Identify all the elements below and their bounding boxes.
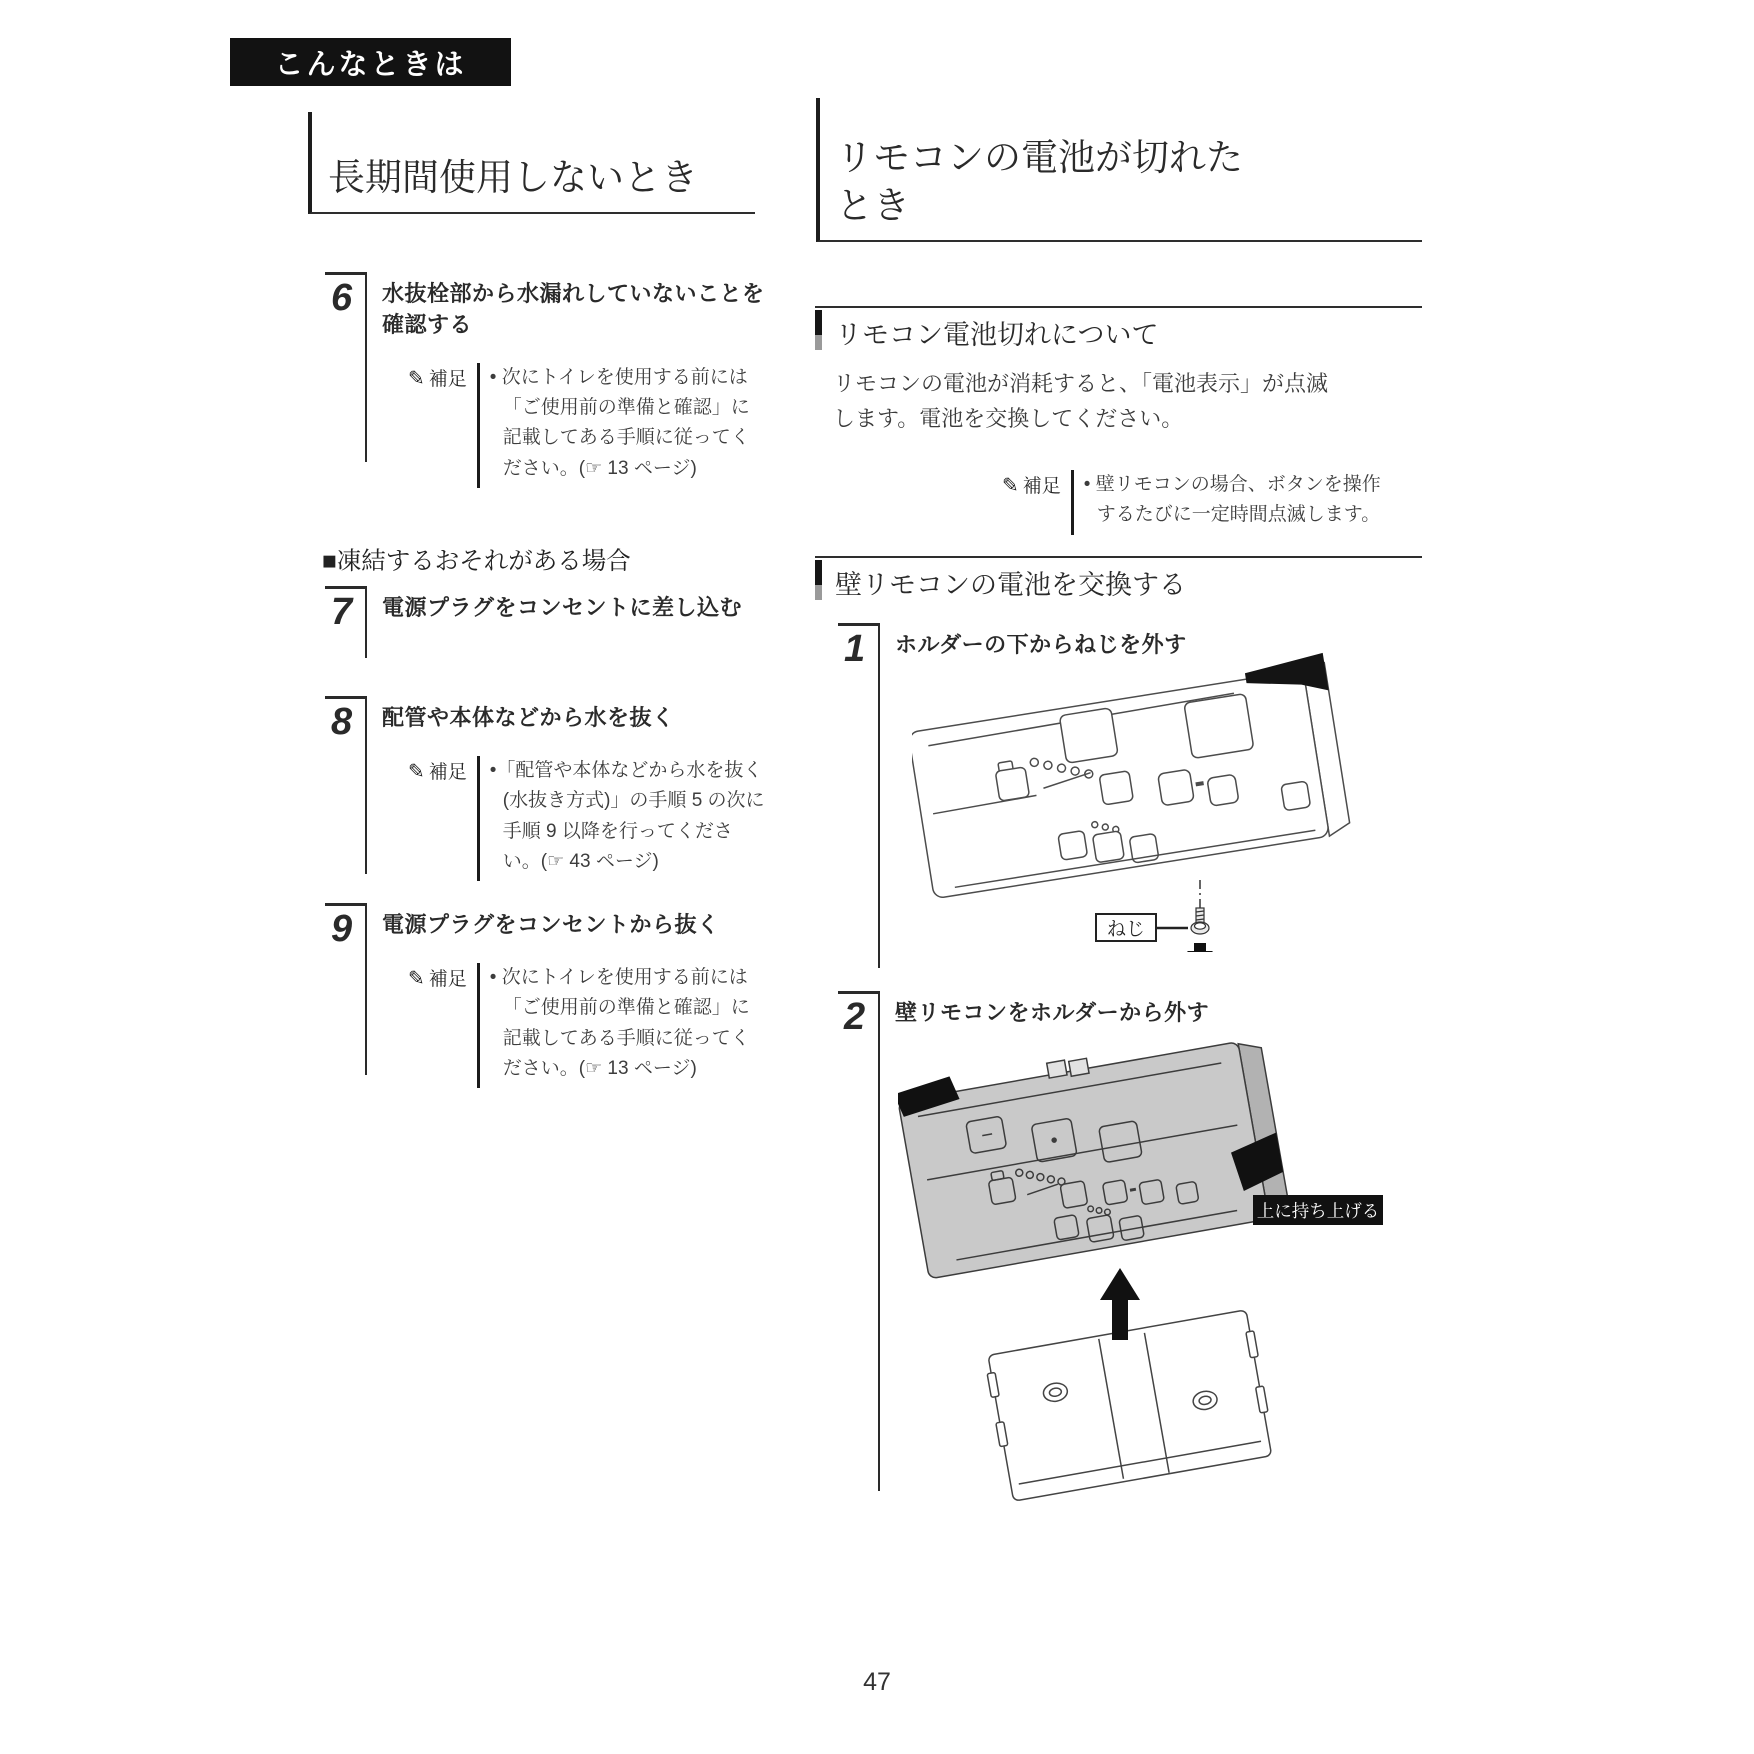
step-7-title: 電源プラグをコンセントに差し込む <box>382 595 743 620</box>
section-bar <box>815 310 822 350</box>
remote-button <box>1099 771 1133 805</box>
pencil-icon: ✎ <box>408 967 425 990</box>
step-9-number: 9 <box>325 903 367 1075</box>
right-title-text: リモコンの電池が切れた とき <box>836 136 1243 226</box>
section-bar <box>815 560 822 600</box>
section-title-text: 壁リモコンの電池を交換する <box>835 570 1186 600</box>
remote-button <box>1281 781 1311 811</box>
remote-button <box>1092 831 1124 863</box>
note-text: • 壁リモコンの場合、ボタンを操作するたびに一定時間点滅します。 <box>1083 474 1381 526</box>
page-section-badge <box>230 38 511 86</box>
replace-step-1-title: ホルダーの下からねじを外す <box>895 632 1187 657</box>
badge-label: こんなときは <box>274 48 467 81</box>
battery-section-body: リモコンの電池が消耗すると、「電池表示」が点滅 します。電池を交換してください。 <box>833 371 1329 432</box>
wall-remote <box>898 1030 1291 1283</box>
section-title-text: リモコン電池切れについて <box>835 320 1159 350</box>
screw-callout-label: ねじ <box>1106 919 1146 940</box>
battery-section-note <box>1002 470 1392 535</box>
step-7 <box>325 586 767 658</box>
note-label-text: 補足 <box>1022 476 1061 497</box>
remote-button <box>1207 774 1239 806</box>
note-label-text: 補足 <box>428 761 467 783</box>
pencil-icon: ✎ <box>408 367 425 390</box>
left-title-text: 長期間使用しないとき <box>328 156 698 198</box>
pencil-icon: ✎ <box>408 760 425 783</box>
note-text: • 次にトイレを使用する前には「ご使用前の準備と確認」に記載してある手順に従ってください。(☞ 13 ページ) <box>489 966 750 1079</box>
freeze-case-heading: ■凍結するおそれがある場合 <box>322 548 631 575</box>
step-9 <box>325 903 767 1088</box>
replace-step-2-number: 2 <box>838 991 880 1491</box>
remote-button <box>1058 830 1088 860</box>
replace-step-1-number: 1 <box>838 623 880 968</box>
down-arrow-icon <box>1187 943 1213 952</box>
page-number: 47 <box>863 1668 891 1696</box>
remote-button <box>1184 694 1254 759</box>
step-8-number: 8 <box>325 696 367 874</box>
screw-icon <box>1191 908 1209 934</box>
step-8-note <box>408 756 767 882</box>
note-label-text: 補足 <box>428 368 467 390</box>
left-column-title <box>308 112 755 214</box>
note-text: •「配管や本体などから水を抜く(水抜き方式)」の手順 5 の次に手順 9 以降を行ってください。(☞ 43 ページ) <box>489 759 765 872</box>
battery-section-heading <box>815 306 1422 352</box>
step-9-title: 電源プラグをコンセントから抜く <box>382 912 720 937</box>
note-label-text: 補足 <box>428 968 467 990</box>
wall-holder <box>984 1309 1276 1502</box>
step-6-number: 6 <box>325 272 367 462</box>
remote-button <box>1059 708 1118 764</box>
step-6 <box>325 272 767 488</box>
right-column-title <box>816 98 1422 242</box>
pencil-icon: ✎ <box>1002 475 1019 497</box>
step-9-note <box>408 963 767 1089</box>
step-8-title: 配管や本体などから水を抜く <box>382 705 675 730</box>
step-7-number: 7 <box>325 586 367 658</box>
note-text: • 次にトイレを使用する前には「ご使用前の準備と確認」に記載してある手順に従ってください。(☞ 13 ページ) <box>489 366 750 479</box>
remote-button <box>995 767 1029 801</box>
step-6-title: 水抜栓部から水漏れしていないことを確認する <box>382 281 765 337</box>
replace-section-heading <box>815 556 1422 602</box>
remote-screw-illustration <box>912 652 1357 952</box>
step-6-note <box>408 363 767 489</box>
step-8 <box>325 696 767 881</box>
remote-holder-illustration <box>898 1030 1383 1510</box>
lift-callout-label: 上に持ち上げる <box>1256 1201 1380 1221</box>
remote-button <box>1158 769 1195 806</box>
replace-step-2-title: 壁リモコンをホルダーから外す <box>895 1000 1210 1025</box>
